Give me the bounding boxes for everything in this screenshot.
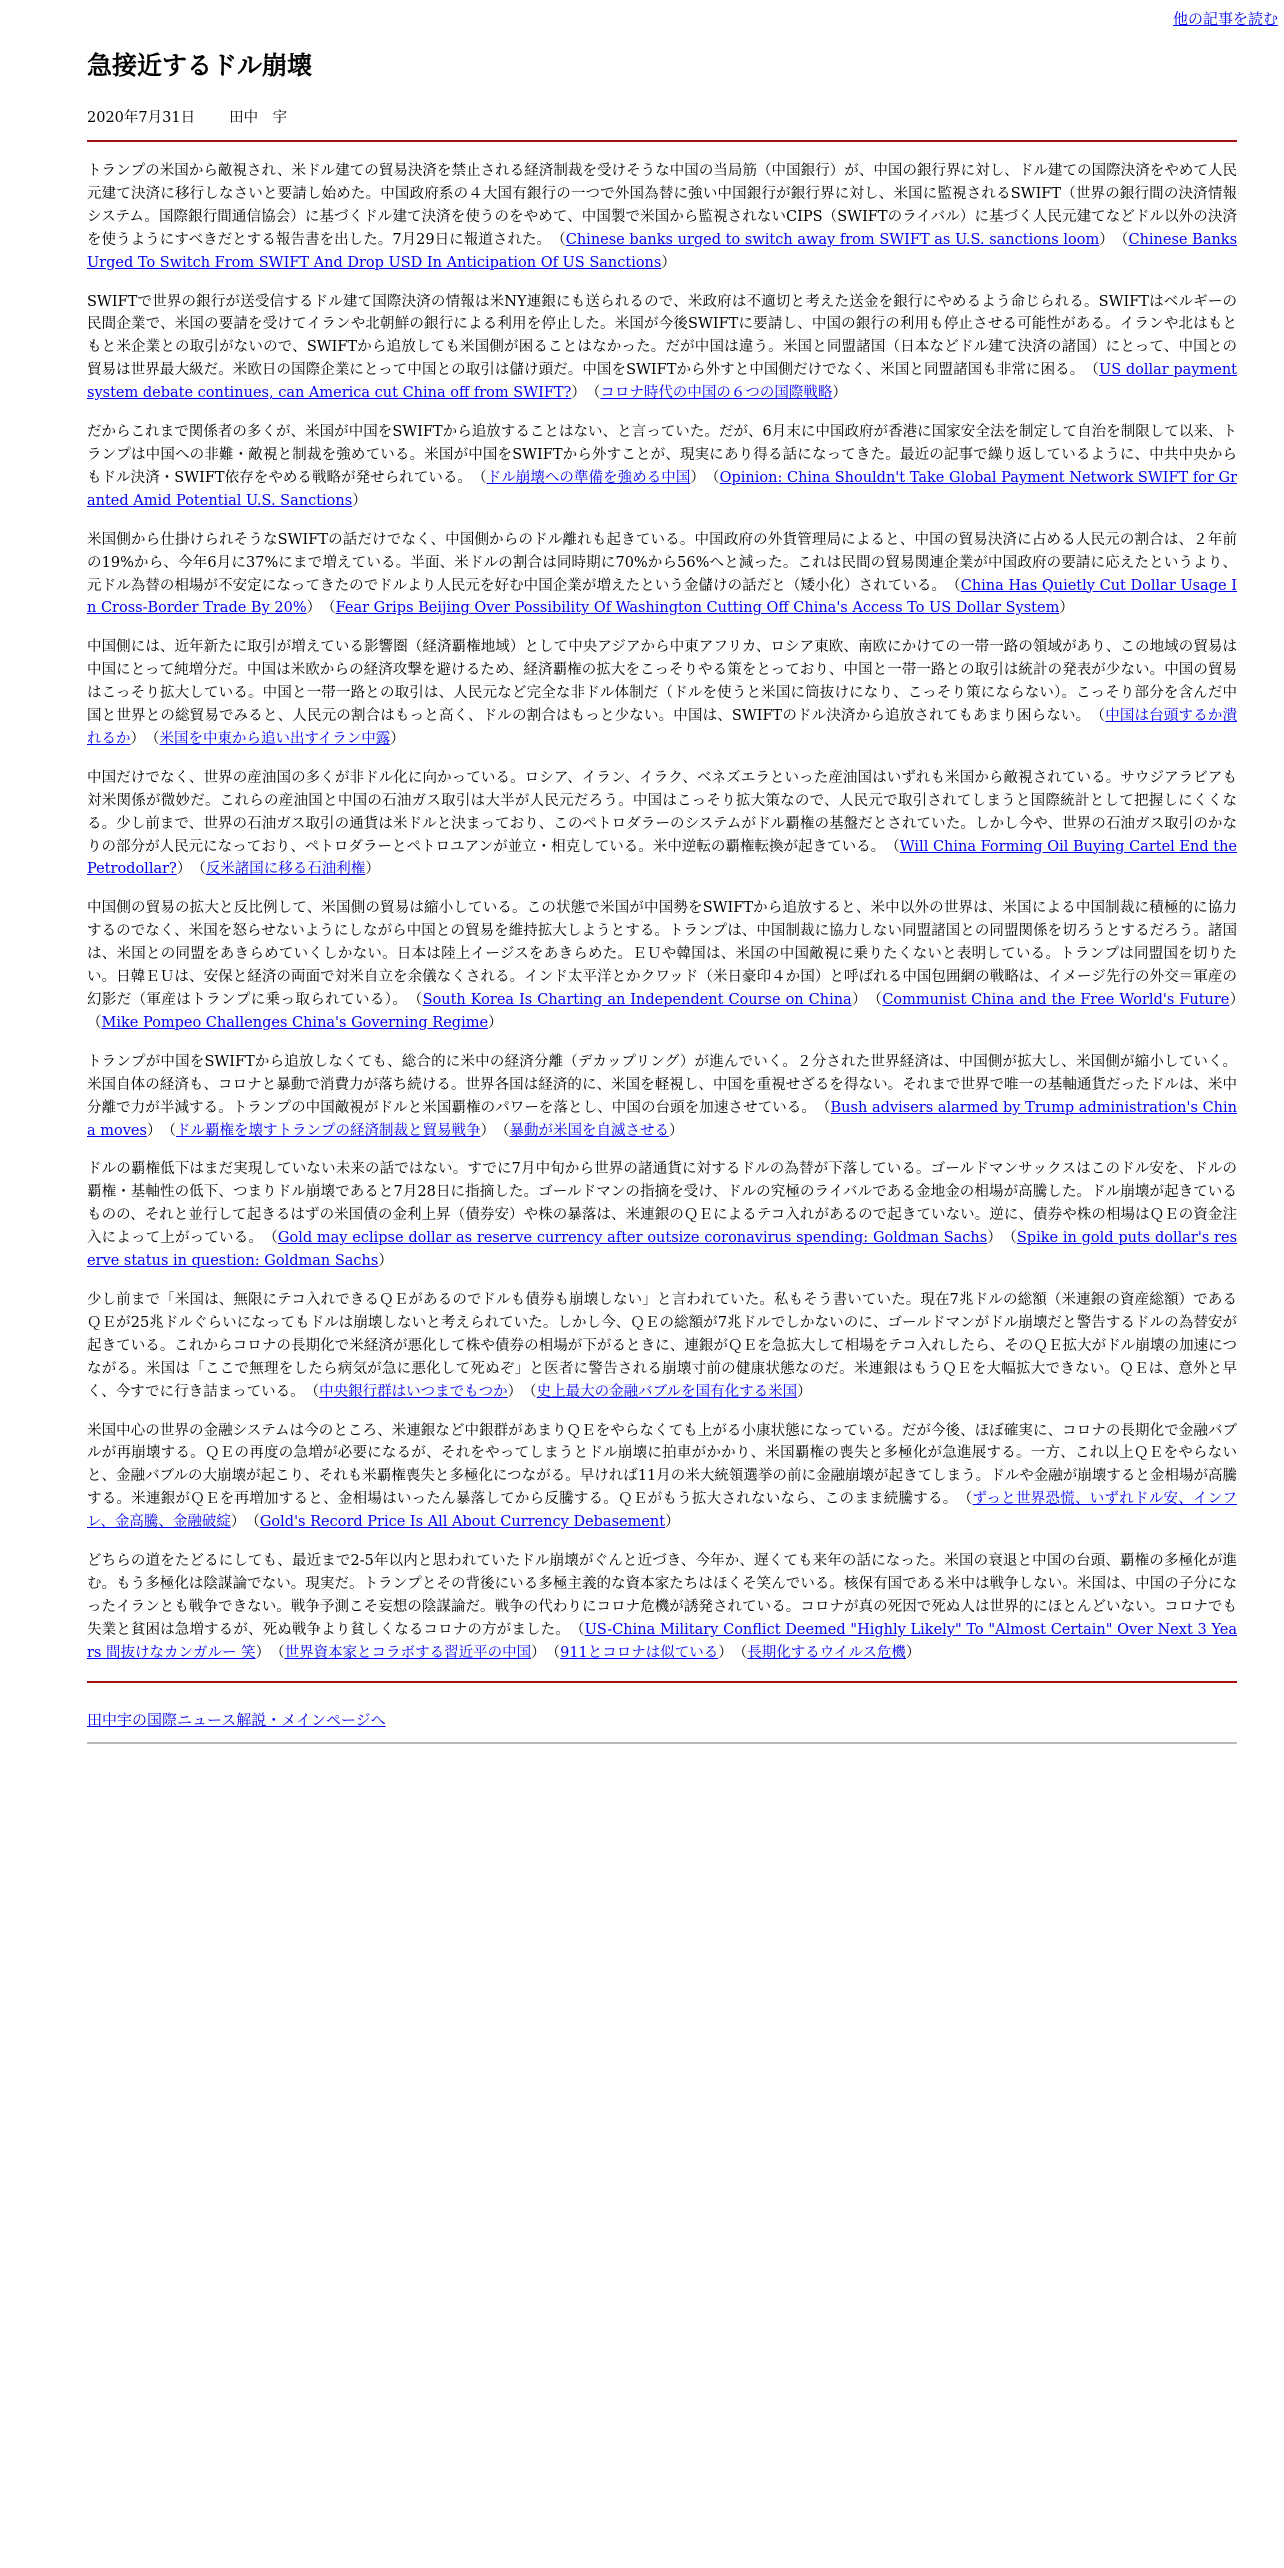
reference-link[interactable]: ドル覇権を壊すトランプの経済制裁と貿易戦争 bbox=[175, 1122, 481, 1139]
paragraph-text: SWIFTで世界の銀行が送受信するドル建て国際決済の情報は米NY連銀にも送られるので、米政府は不適切と考えた送金を銀行にやめるよう命じられる。SWIFTはベルギーの民間企業で、米国の要請を受けてイランや北朝鮮の銀行による利用を停止した。米国が今後SWIFTに要請し、中国の銀行の利用も停止させる可能性がある。イランや北はもともと米企業との取引がないので、SWIFTから追放しても米国側が困ることはなかった。だが中国は違う。米国と同盟諸国（日本などドル建て決済の諸国）にとって、中国との貿易は世界最大級だ。米欧日の国際企業にとって中国との取引は儲け頭だ。中国をSWIFTから外すと中国側だけでなく、米国と同盟諸国も非常に困る。 bbox=[87, 293, 1237, 379]
reference-link[interactable]: Will China Forming Oil Buying Cartel End the Petrodollar? bbox=[87, 838, 1238, 878]
reference-link[interactable]: 911とコロナは似ている bbox=[560, 1644, 719, 1661]
paragraph-text: 米国側から仕掛けられそうなSWIFTの話だけでなく、中国側からのドル離れも起きている。中国政府の外貨管理局によると、中国の貿易決済に占める人民元の割合は、２年前の19%から、今年6月に37%にまで増えている。半面、米ドルの割合は同時期に70%から56%へと減った。これは民間の貿易関連企業が中国政府の要請に応えたというより、元ドル為替の相場が不安定になってきたのでドルより人民元を好む中国企業が増えたという金儲けの話だと（矮小化）されている。 bbox=[87, 531, 1237, 594]
article bbox=[87, 46, 1237, 1744]
reference-link[interactable]: Gold's Record Price Is All About Currency Debasement bbox=[259, 1514, 666, 1531]
reference-link[interactable]: Fear Grips Beijing Over Possibility Of Washington Cutting Off China's Access To US Dollar System bbox=[335, 600, 1060, 617]
paragraph-text: 中国側には、近年新たに取引が増えている影響圏（経済覇権地域）として中央アジアから中東アフリカ、ロシア東欧、南欧にかけての一帯一路の領域があり、この地域の貿易は中国にとって純増分だ。中国は米欧からの経済攻撃を避けるため、経済覇権の拡大をこっそりやる策をとっており、中国と一帯一路との取引は統計の発表が少ない。中国の貿易はこっそり拡大している。中国と一帯一路との取引は、人民元など完全な非ドル体制だ（ドルを使うと米国に筒抜けになり、こっそり策にならない）。こっそり部分を含んだ中国と世界との総貿易でみると、人民元の割合はもっと高く、ドルの割合はもっと少ない。中国は、SWIFTのドル決済から追放されてもあまり困らない。 bbox=[87, 639, 1237, 725]
paragraph-text: トランプが中国をSWIFTから追放しなくても、総合的に米中の経済分離（デカップリング）が進んでいく。２分された世界経済は、中国側が拡大し、米国側が縮小していく。米国自体の経済も、コロナと暴動で消費力が落ち続ける。世界各国は経済的に、米国を軽視し、中国を重視せざるを得ない。それまで世界で唯一の基軸通貨だったドルは、米中分離で力が半減する。トランプの中国敵視がドルと米国覇権のパワーを落とし、中国の台頭を加速させている。 bbox=[87, 1053, 1237, 1116]
reference-link[interactable]: 米国を中東から追い出すイラン中露 bbox=[159, 730, 391, 747]
reference-link[interactable]: Mike Pompeo Challenges China's Governing Regime bbox=[101, 1014, 489, 1031]
reference-link[interactable]: Spike in gold puts dollar's reserve status in question: Goldman Sachs bbox=[87, 1230, 1238, 1270]
reference-link[interactable]: 中国は台頭するか潰れるか bbox=[87, 708, 1238, 747]
article-paragraph: トランプの米国から敵視され、米ドル建ての貿易決済を禁止される経済制裁を受けそうな中国の当局筋（中国銀行）が、中国の銀行界に対し、ドル建ての国際決済をやめて人民元建て決済に移行しなさいと要請し始めた。中国政府系の４大国有銀行の一つで外国為替に強い中国銀行が銀行界に対し、米国に監視されるSWIFT（世界の銀行間の決済情報システム。国際銀行間通信協会）に基づくドル建て決済を使うのをやめて、中国製で米国から監視されないCIPS（SWIFTのライバル）に基づく人民元建てなどドル以外の決済を使うようにすべきだとする報告書を出した。7月29日に報道された。 （Chinese banks urged to switch away from SWIFT as U.S. sanctions loom） （Chinese Banks Urged To Switch From SWIFT And Drop USD In Anticipation Of US Sanctions） bbox=[87, 163, 1238, 271]
article-paragraph: 少し前まで「米国は、無限にテコ入れできるＱＥがあるのでドルも債券も崩壊しない」と言われていた。私もそう書いていた。現在7兆ドルの総額（米連銀の資産総額）であるＱＥが25兆ドルぐらいになってもドルは崩壊しないと考えられていた。しかし今、ＱＥの総額が7兆ドルでしかないのに、ゴールドマンがドル崩壊だと警告するドルの為替安が起きている。これからコロナの長期化で米経済が悪化して株や債券の相場が下がるときに、連銀がＱＥを急拡大して相場をテコ入れしたら、そのＱＥ拡大がドル崩壊の加速につながる。米国は「ここで無理をしたら病気が急に悪化して死ぬぞ」と医者に警告される崩壊寸前の健康状態なのだ。米連銀はもうＱＥを大幅拡大できない。ＱＥは、意外と早く、今すでに行き詰まっている。 （中央銀行群はいつまでもつか） （史上最大の金融バブルを国有化する米国） bbox=[87, 1291, 1237, 1400]
paragraph-text: どちらの道をたどるにしても、最近まで2-5年以内と思われていたドル崩壊がぐんと近づき、今年か、遅くても来年の話になった。米国の衰退と中国の台頭、覇権の多極化が進む。もう多極化は陰謀論でない。現実だ。トランプとその背後にいる多極主義的な資本家たちはほくそ笑んでいる。核保有国である米中は戦争しない。米国は、中国の子分になったイランとも戦争できない。戦争予測こそ妄想の陰謀論だ。戦争の代わりにコロナ危機が誘発されている。コロナが真の死因で死ぬ人は世界的にほとんどいない。コロナでも失業と貧困は急増するが、死ぬ戦争より貧しくなるコロナの方がました。 bbox=[87, 1553, 1237, 1638]
article-paragraph: SWIFTで世界の銀行が送受信するドル建て国際決済の情報は米NY連銀にも送られるので、米政府は不適切と考えた送金を銀行にやめるよう命じられる。SWIFTはベルギーの民間企業で、米国の要請を受けてイランや北朝鮮の銀行による利用を停止した。米国が今後SWIFTに要請し、中国の銀行の利用も停止させる可能性がある。イランや北はもともと米企業との取引がないので、SWIFTから追放しても米国側が困ることはなかった。だが中国は違う。米国と同盟諸国（日本などドル建て決済の諸国）にとって、中国との貿易は世界最大級だ。米欧日の国際企業にとって中国との取引は儲け頭だ。中国をSWIFTから外すと中国側だけでなく、米国と同盟諸国も非常に困る。 （US dollar payment system debate continues, can America cut China off from SWIFT?） （コロナ時代の中国の６つの国際戦略） bbox=[87, 293, 1237, 402]
top-nav bbox=[1173, 8, 1278, 29]
reference-link[interactable]: コロナ時代の中国の６つの国際戦略 bbox=[600, 385, 833, 402]
article-paragraph: 中国側には、近年新たに取引が増えている影響圏（経済覇権地域）として中央アジアから中東アフリカ、ロシア東欧、南欧にかけての一帯一路の領域があり、この地域の貿易は中国にとって純増分だ。中国は米欧からの経済攻撃を避けるため、経済覇権の拡大をこっそりやる策をとっており、中国と一帯一路との取引は統計の発表が少ない。中国の貿易はこっそり拡大している。中国と一帯一路との取引は、人民元など完全な非ドル体制だ（ドルを使うと米国に筒抜けになり、こっそり策にならない）。こっそり部分を含んだ中国と世界との総貿易でみると、人民元の割合はもっと高く、ドルの割合はもっと少ない。中国は、SWIFTのドル決済から追放されてもあまり困らない。 （中国は台頭するか潰れるか） （米国を中東から追い出すイラン中露） bbox=[87, 639, 1238, 747]
paragraph-text: 少し前まで「米国は、無限にテコ入れできるＱＥがあるのでドルも債券も崩壊しない」と言われていた。私もそう書いていた。現在7兆ドルの総額（米連銀の資産総額）であるＱＥが25兆ドルぐらいになってもドルは崩壊しないと考えられていた。しかし今、ＱＥの総額が7兆ドルでしかないのに、ゴールドマンがドル崩壊だと警告するドルの為替安が起きている。これからコロナの長期化で米経済が悪化して株や債券の相場が下がるときに、連銀がＱＥを急拡大して相場をテコ入れしたら、そのＱＥ拡大がドル崩壊の加速につながる。米国は「ここで無理をしたら病気が急に悪化して死ぬぞ」と医者に警告される崩壊寸前の健康状態なのだ。米連銀はもうＱＥを大幅拡大できない。ＱＥは、意外と早く、今すでに行き詰まっている。 bbox=[87, 1291, 1237, 1400]
article-paragraph: だからこれまで関係者の多くが、米国が中国をSWIFTから追放することはない、と言っていた。だが、6月末に中国政府が香港に国家安全法を制定して自治を制限して以来、トランプは中国への非難・敵視と制裁を強めている。米国が中国をSWIFTから外すことが、現実にあり得る話になってきた。最近の記事で繰り返しているように、中共中央からもドル決済・SWIFT依存をやめる戦略が発せられている。 （ドル崩壊への準備を強める中国） （Opinion: China Shouldn't Take Global Payment Network SWIFT for Granted Amid Potential U.S. Sanctions） bbox=[87, 424, 1238, 509]
title-divider bbox=[87, 140, 1237, 142]
footer bbox=[87, 1709, 1237, 1730]
footer-divider bbox=[87, 1681, 1237, 1683]
article-author: 田中 宇 bbox=[229, 110, 288, 126]
reference-link[interactable]: Bush advisers alarmed by Trump administration's China moves bbox=[87, 1099, 1237, 1139]
article-date: 2020年7月31日 bbox=[87, 110, 196, 126]
paragraph-text: トランプの米国から敵視され、米ドル建ての貿易決済を禁止される経済制裁を受けそうな中国の当局筋（中国銀行）が、中国の銀行界に対し、ドル建ての国際決済をやめて人民元建て決済に移行しなさいと要請し始めた。中国政府系の４大国有銀行の一つで外国為替に強い中国銀行が銀行界に対し、米国に監視されるSWIFT（世界の銀行間の決済情報システム。国際銀行間通信協会）に基づくドル建て決済を使うのをやめて、中国製で米国から監視されないCIPS（SWIFTのライバル）に基づく人民元建てなどドル以外の決済を使うようにすべきだとする報告書を出した。7月29日に報道された。 bbox=[87, 163, 1237, 248]
paragraph-text: 中国側の貿易の拡大と反比例して、米国側の貿易は縮小している。この状態で米国が中国勢をSWIFTから追放すると、米中以外の世界は、米国による中国制裁に積極的に協力するのでなく、米国を怒らせないようにしながら中国との貿易を維持拡大しようとする。トランプは、中国制裁に協力しない同盟諸国との同盟関係を切ろうとするだろう。諸国は、米国との同盟をあきらめていくしかない。日本は陸上イージスをあきらめた。ＥＵや韓国は、米国の中国敵視に乗りたくないと表明している。トランプは同盟国を切りたい。日韓ＥＵは、安保と経済の両面で対米自立を余儀なくされる。インド太平洋とかクワッド（米日豪印４か国）と呼ばれる中国包囲網の戦略は、イメージ先行の外交＝軍産の幻影だ（軍産はトランプに乗っ取られている）。 bbox=[87, 900, 1237, 1008]
reference-link[interactable]: 長期化するウイルス危機 bbox=[747, 1644, 906, 1661]
reference-link[interactable]: 世界資本家とコラボする習近平の中国 bbox=[284, 1644, 532, 1661]
reference-link[interactable]: South Korea Is Charting an Independent Course on China bbox=[422, 992, 852, 1008]
reference-link[interactable]: 史上最大の金融バブルを国有化する米国 bbox=[536, 1383, 798, 1400]
reference-link[interactable]: Communist China and the Free World's Future bbox=[882, 992, 1230, 1008]
bottom-divider bbox=[87, 1742, 1237, 1744]
reference-link[interactable]: China Has Quietly Cut Dollar Usage In Cross-Border Trade By 20% bbox=[87, 577, 1238, 617]
article-paragraph: 中国だけでなく、世界の産油国の多くが非ドル化に向かっている。ロシア、イラン、イラク、ベネズエラといった産油国はいずれも米国から敵視されている。サウジアラビアも対米関係が微妙だ。これらの産油国と中国の石油ガス取引は大半が人民元だろう。中国はこっそり拡大策なので、人民元で取引されてしまうと国際統計として把握しにくくなる。少し前まで、世界の石油ガス取引の通貨は米ドルと決まっており、このペトロダラーのシステムがドル覇権の基盤だとされていた。しかし今や、世界の石油ガス取引のかなりの部分が人民元になっており、ペトロダラーとペトロユアンが並立・相克している。米中逆転の覇権転換が起きている。 （Will China Forming Oil Buying Cartel End the Petrodollar?） （反米諸国に移る石油利権） bbox=[87, 769, 1238, 878]
reference-link[interactable]: ドル崩壊への準備を強める中国 bbox=[486, 469, 691, 486]
article-paragraph: どちらの道をたどるにしても、最近まで2-5年以内と思われていたドル崩壊がぐんと近づき、今年か、遅くても来年の話になった。米国の衰退と中国の台頭、覇権の多極化が進む。もう多極化は陰謀論でない。現実だ。トランプとその背後にいる多極主義的な資本家たちはほくそ笑んでいる。核保有国である米中は戦争しない。米国は、中国の子分になったイランとも戦争できない。戦争予測こそ妄想の陰謀論だ。戦争の代わりにコロナ危機が誘発されている。コロナが真の死因で死ぬ人は世界的にほとんどいない。コロナでも失業と貧困は急増するが、死ぬ戦争より貧しくなるコロナの方がました。 （US-China Military Conflict Deemed "Highly Likely" To "Almost Certain" Over Next 3 Years 間抜けなカンガルー 笑） （世界資本家とコラボする習近平の中国） （911とコロナは似ている） （長期化するウイルス危機） bbox=[87, 1553, 1238, 1661]
paragraph-text: 中国だけでなく、世界の産油国の多くが非ドル化に向かっている。ロシア、イラン、イラク、ベネズエラといった産油国はいずれも米国から敵視されている。サウジアラビアも対米関係が微妙だ。これらの産油国と中国の石油ガス取引は大半が人民元だろう。中国はこっそり拡大策なので、人民元で取引されてしまうと国際統計として把握しにくくなる。少し前まで、世界の石油ガス取引の通貨は米ドルと決まっており、このペトロダラーのシステムがドル覇権の基盤だとされていた。しかし今や、世界の石油ガス取引のかなりの部分が人民元になっており、ペトロダラーとペトロユアンが並立・相克している。米中逆転の覇権転換が起きている。 bbox=[87, 769, 1237, 855]
reference-link[interactable]: US dollar payment system debate continues, can America cut China off from SWIFT? bbox=[87, 362, 1237, 402]
article-body bbox=[87, 160, 1237, 1665]
article-paragraph: 米国中心の世界の金融システムは今のところ、米連銀など中銀群があまりＱＥをやらなくても上がる小康状態になっている。だが今後、ほぼ確実に、コロナの長期化で金融バブルが再崩壊する。ＱＥの再度の急増が必要になるが、それをやってしまうとドル崩壊に拍車がかかり、米国覇権の喪失と多極化が急進展する。一方、これ以上ＱＥをやらないと、金融バブルの大崩壊が起こり、それも米覇権喪失と多極化につながる。早ければ11月の米大統領選挙の前に金融崩壊が起きてしまう。ドルや金融が崩壊すると金相場が高騰する。米連銀がＱＥを再増加すると、金相場はいったん暴落してから反騰する。ＱＥがもう拡大されないなら、このまま続騰する。 （ずっと世界恐慌、いずれドル安、インフレ、金高騰、金融破綻） （Gold's Record Price Is All About Currency Debasement） bbox=[87, 1422, 1238, 1531]
article-paragraph: 中国側の貿易の拡大と反比例して、米国側の貿易は縮小している。この状態で米国が中国勢をSWIFTから追放すると、米中以外の世界は、米国による中国制裁に積極的に協力するのでなく、米国を怒らせないようにしながら中国との貿易を維持拡大しようとする。トランプは、中国制裁に協力しない同盟諸国との同盟関係を切ろうとするだろう。諸国は、米国との同盟をあきらめていくしかない。日本は陸上イージスをあきらめた。ＥＵや韓国は、米国の中国敵視に乗りたくないと表明している。トランプは同盟国を切りたい。日韓ＥＵは、安保と経済の両面で対米自立を余儀なくされる。インド太平洋とかクワッド（米日豪印４か国）と呼ばれる中国包囲網の戦略は、イメージ先行の外交＝軍産の幻影だ（軍産はトランプに乗っ取られている）。 （South Korea Is Charting an Independent Course on China） （Communist China and the Free World's Future） （Mike Pompeo Challenges China's Governing Regime） bbox=[87, 900, 1238, 1031]
paragraph-text: 米国中心の世界の金融システムは今のところ、米連銀など中銀群があまりＱＥをやらなくても上がる小康状態になっている。だが今後、ほぼ確実に、コロナの長期化で金融バブルが再崩壊する。ＱＥの再度の急増が必要になるが、それをやってしまうとドル崩壊に拍車がかかり、米国覇権の喪失と多極化が急進展する。一方、これ以上ＱＥをやらないと、金融バブルの大崩壊が起こり、それも米覇権喪失と多極化につながる。早ければ11月の米大統領選挙の前に金融崩壊が起きてしまう。ドルや金融が崩壊すると金相場が高騰する。米連銀がＱＥを再増加すると、金相場はいったん暴落してから反騰する。ＱＥがもう拡大されないなら、このまま続騰する。 bbox=[87, 1422, 1237, 1508]
article-paragraph: トランプが中国をSWIFTから追放しなくても、総合的に米中の経済分離（デカップリング）が進んでいく。２分された世界経済は、中国側が拡大し、米国側が縮小していく。米国自体の経済も、コロナと暴動で消費力が落ち続ける。世界各国は経済的に、米国を軽視し、中国を重視せざるを得ない。それまで世界で唯一の基軸通貨だったドルは、米中分離で力が半減する。トランプの中国敵視がドルと米国覇権のパワーを落とし、中国の台頭を加速させている。 （Bush advisers alarmed by Trump administration's China moves） （ドル覇権を壊すトランプの経済制裁と貿易戦争） （暴動が米国を自滅させる） bbox=[87, 1053, 1237, 1139]
paragraph-text: ドルの覇権低下はまだ実現していない未来の話ではない。すでに7月中旬から世界の諸通貨に対するドルの為替が下落している。ゴールドマンサックスはこのドル安を、ドルの覇権・基軸性の低下、つまりドル崩壊であると7月28日に指摘した。ゴールドマンの指摘を受け、ドルの究極のライバルである金地金の相場が高騰した。ドル崩壊が起きているものの、それと並行して起きるはずの米国債の金利上昇（債券安）や株の暴落は、米連銀のＱＥによるテコ入れがあるので起きていない。逆に、債券や株の相場はＱＥの資金注入によって上がっている。 bbox=[87, 1161, 1237, 1247]
home-link[interactable]: 田中宇の国際ニュース解説・メインページへ bbox=[87, 1710, 386, 1729]
article-title: 急接近するドル崩壊 bbox=[87, 51, 313, 80]
reference-link[interactable]: Opinion: China Shouldn't Take Global Payment Network SWIFT for Granted Amid Potential U.S. Sanctions bbox=[87, 469, 1238, 509]
reference-link[interactable]: ずっと世界恐慌、いずれドル安、インフレ、金高騰、金融破綻 bbox=[87, 1491, 1238, 1531]
other-articles-link[interactable]: 他の記事を読む bbox=[1172, 10, 1278, 28]
reference-link[interactable]: 暴動が米国を自滅させる bbox=[509, 1122, 669, 1139]
article-paragraph: 米国側から仕掛けられそうなSWIFTの話だけでなく、中国側からのドル離れも起きている。中国政府の外貨管理局によると、中国の貿易決済に占める人民元の割合は、２年前の19%から、今年6月に37%にまで増えている。半面、米ドルの割合は同時期に70%から56%へと減った。これは民間の貿易関連企業が中国政府の要請に応えたというより、元ドル為替の相場が不安定になってきたのでドルより人民元を好む中国企業が増えたという金儲けの話だと（矮小化）されている。 （China Has Quietly Cut Dollar Usage In Cross-Border Trade By 20%） （Fear Grips Beijing Over Possibility Of Washington Cutting Off China's Access To US Dollar System） bbox=[87, 531, 1238, 617]
reference-link[interactable]: Chinese banks urged to switch away from SWIFT as U.S. sanctions loom bbox=[565, 231, 1100, 248]
byline bbox=[87, 106, 1237, 127]
reference-link[interactable]: 反米諸国に移る石油利権 bbox=[205, 861, 366, 878]
paragraph-text: だからこれまで関係者の多くが、米国が中国をSWIFTから追放することはない、と言っていた。だが、6月末に中国政府が香港に国家安全法を制定して自治を制限して以来、トランプは中国への非難・敵視と制裁を強めている。米国が中国をSWIFTから外すことが、現実にあり得る話になってきた。最近の記事で繰り返しているように、中共中央からもドル決済・SWIFT依存をやめる戦略が発せられている。 bbox=[87, 424, 1237, 486]
reference-link[interactable]: US-China Military Conflict Deemed "Highly Likely" To "Almost Certain" Over Next 3 Years 間抜けなカンガルー 笑 bbox=[87, 1621, 1238, 1661]
reference-link[interactable]: Chinese Banks Urged To Switch From SWIFT And Drop USD In Anticipation Of US Sanctions bbox=[87, 231, 1238, 271]
reference-link[interactable]: 中央銀行群はいつまでもつか bbox=[319, 1383, 508, 1400]
article-paragraph: ドルの覇権低下はまだ実現していない未来の話ではない。すでに7月中旬から世界の諸通貨に対するドルの為替が下落している。ゴールドマンサックスはこのドル安を、ドルの覇権・基軸性の低下、つまりドル崩壊であると7月28日に指摘した。ゴールドマンの指摘を受け、ドルの究極のライバルである金地金の相場が高騰した。ドル崩壊が起きているものの、それと並行して起きるはずの米国債の金利上昇（債券安）や株の暴落は、米連銀のＱＥによるテコ入れがあるので起きていない。逆に、債券や株の相場はＱＥの資金注入によって上がっている。 （Gold may eclipse dollar as reserve currency after outsize coronavirus spending: Goldman Sachs） （Spike in gold puts dollar's reserve status in question: Goldman Sachs） bbox=[87, 1161, 1238, 1270]
reference-link[interactable]: Gold may eclipse dollar as reserve currency after outsize coronavirus spending: Goldman Sachs bbox=[277, 1230, 988, 1247]
